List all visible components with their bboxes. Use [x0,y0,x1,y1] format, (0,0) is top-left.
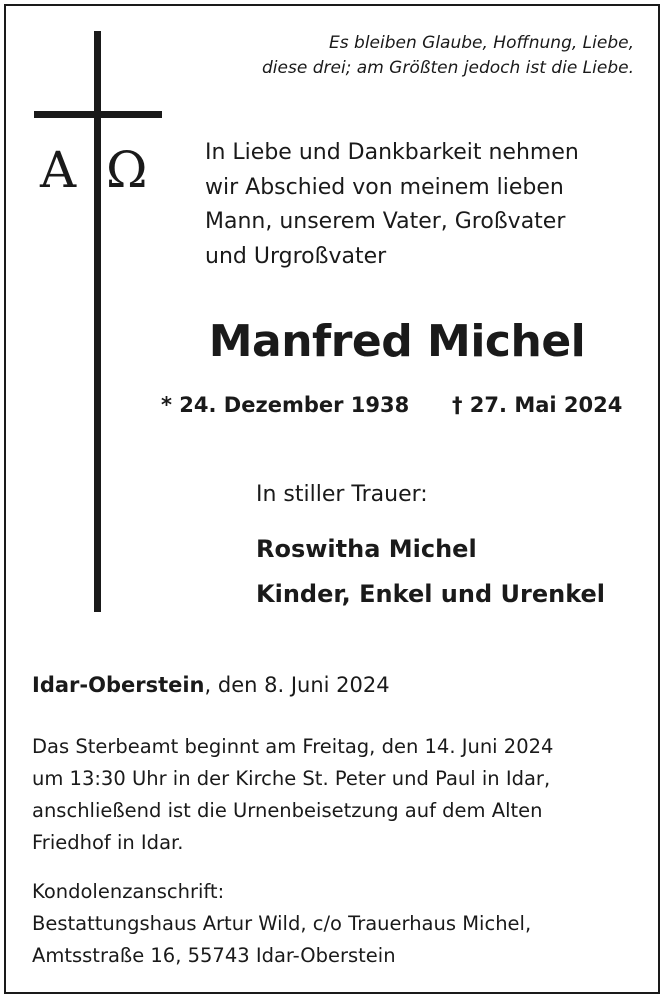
intro-text [205,136,579,274]
date: , den 8. Juni 2024 [204,673,390,697]
cross-icon-bar [34,111,162,118]
alpha-symbol: A [40,141,77,199]
mourner-name: Roswitha Michel [256,535,477,563]
mourner-name: Kinder, Enkel und Urenkel [256,580,606,608]
condolence-line: Bestattungshaus Artur Wild, c/o Trauerhaus Michel, [32,912,532,935]
birth-date: * 24. Dezember 1938 [161,393,410,417]
intro-line: und Urgroßvater [205,243,387,269]
service-line: um 13:30 Uhr in der Kirche St. Peter und Paul in Idar, [32,767,551,790]
condolence-address [32,876,531,972]
death-date: † 27. Mai 2024 [452,393,623,417]
place-date [32,670,390,700]
service-info [32,731,553,859]
deceased-name: Manfred Michel [208,316,586,367]
service-line: Das Sterbeamt beginnt am Freitag, den 14. Juni 2024 [32,735,554,758]
condolence-label: Kondolenzanschrift: [32,880,225,903]
intro-line: In Liebe und Dankbarkeit nehmen [205,140,579,165]
intro-line: Mann, unserem Vater, Großvater [205,209,566,234]
condolence-line: Amtsstraße 16, 55743 Idar-Oberstein [32,944,396,967]
service-line: anschließend ist die Urnenbeisetzung auf dem Alten [32,799,543,822]
intro-line: wir Abschied von meinem lieben [205,174,564,200]
quote-line: diese drei; am Größten jedoch ist die Liebe. [262,58,634,78]
place: Idar-Oberstein [32,673,205,697]
service-line: Friedhof in Idar. [32,831,184,854]
mourning-label: In stiller Trauer: [256,482,428,507]
omega-symbol: Ω [106,141,148,199]
quote-line: Es bleiben Glaube, Hoffnung, Liebe, [329,33,634,53]
